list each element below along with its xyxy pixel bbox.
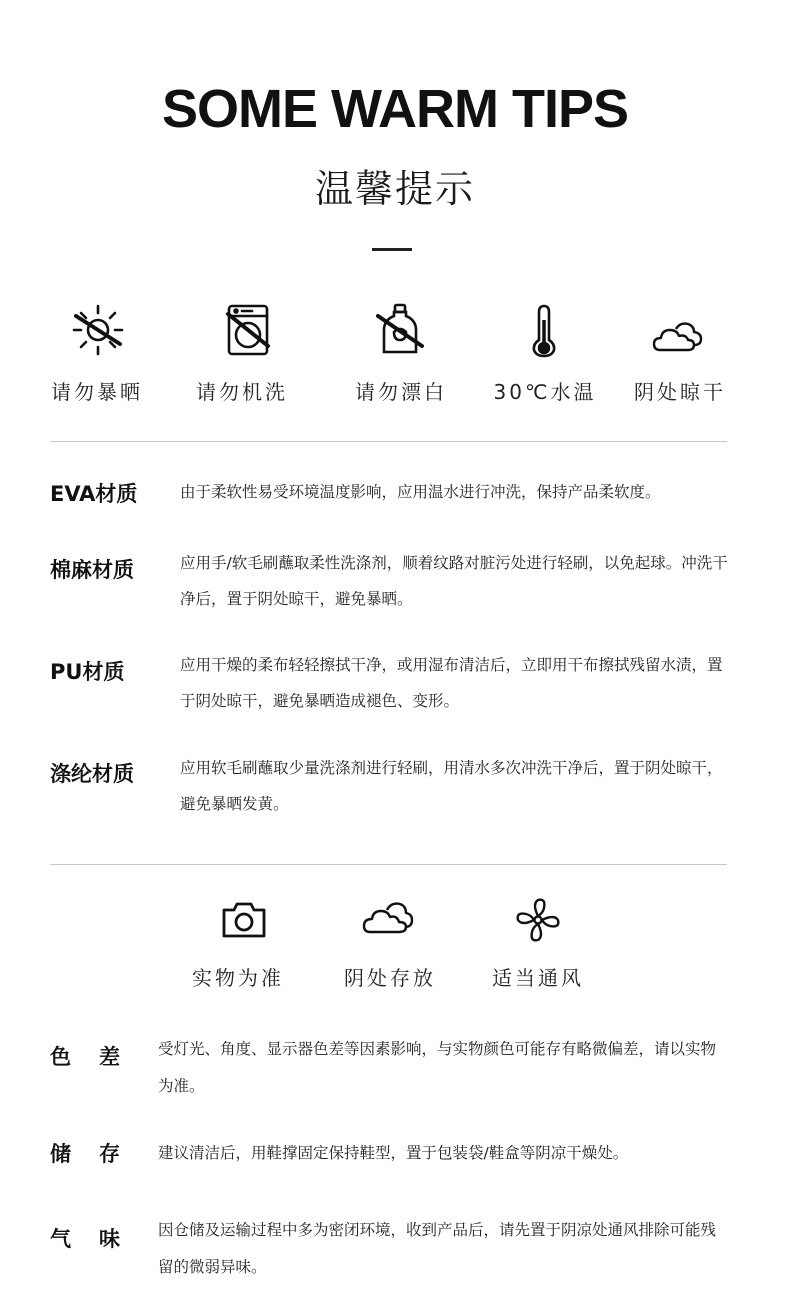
storage-label-shade-store: 阴处存放 — [344, 966, 436, 990]
section-divider — [50, 441, 727, 442]
storage-label-actual-item: 实物为准 — [192, 966, 284, 990]
note-name: 储 存 — [50, 1142, 120, 1166]
care-label-no-bleach: 请勿漂白 — [355, 380, 447, 404]
material-name: PU材质 — [50, 660, 125, 684]
note-text: 受灯光、角度、显示器色差等因素影响，与实物颜色可能存有略微偏差，请以实物为准。 — [158, 1040, 717, 1095]
care-label-shade-dry: 阴处晾干 — [634, 380, 726, 404]
material-text: 应用手/软毛刷蘸取柔性洗涤剂，顺着纹路对脏污处进行轻刷，以免起球。冲洗干净后，置于阴处晾干，避免暴晒。 — [180, 554, 728, 608]
material-name: 棉麻材质 — [50, 558, 134, 582]
care-label-water-temp: 30℃水温 — [493, 380, 597, 404]
thermometer-icon — [516, 302, 572, 358]
no-machine-wash-icon — [220, 302, 276, 358]
cloud-icon — [360, 892, 416, 948]
storage-label-ventilate: 适当通风 — [492, 966, 584, 990]
note-text: 建议清洁后，用鞋撑固定保持鞋型，置于包装袋/鞋盒等阴凉干燥处。 — [158, 1144, 629, 1162]
fan-icon — [510, 892, 566, 948]
no-bleach-icon — [372, 302, 428, 358]
cloud-icon — [650, 312, 706, 368]
care-label-no-sun: 请勿暴晒 — [51, 380, 143, 404]
camera-icon — [216, 892, 272, 948]
section-divider — [50, 864, 727, 865]
material-name: EVA材质 — [50, 482, 138, 506]
page-subtitle: 温馨提示 — [314, 167, 475, 211]
title-divider — [372, 248, 412, 251]
note-name: 气 味 — [50, 1227, 120, 1251]
material-text: 由于柔软性易受环境温度影响，应用温水进行冲洗，保持产品柔软度。 — [180, 483, 661, 501]
material-name: 涤纶材质 — [50, 762, 134, 786]
note-name: 色 差 — [50, 1045, 120, 1069]
material-text: 应用软毛刷蘸取少量洗涤剂进行轻刷，用清水多次冲洗干净后，置于阴处晾干，避免暴晒发黄。 — [180, 759, 723, 813]
no-sun-icon — [70, 302, 126, 358]
page-title: SOME WARM TIPS — [161, 79, 628, 139]
care-label-no-machine-wash: 请勿机洗 — [196, 380, 288, 404]
note-text: 因仓储及运输过程中多为密闭环境，收到产品后，请先置于阴凉处通风排除可能残留的微弱异味。 — [158, 1221, 717, 1276]
material-text: 应用干燥的柔布轻轻擦拭干净，或用湿布清洁后，立即用干布擦拭残留水渍，置于阴处晾干，避免暴晒造成褪色、变形。 — [180, 656, 723, 710]
